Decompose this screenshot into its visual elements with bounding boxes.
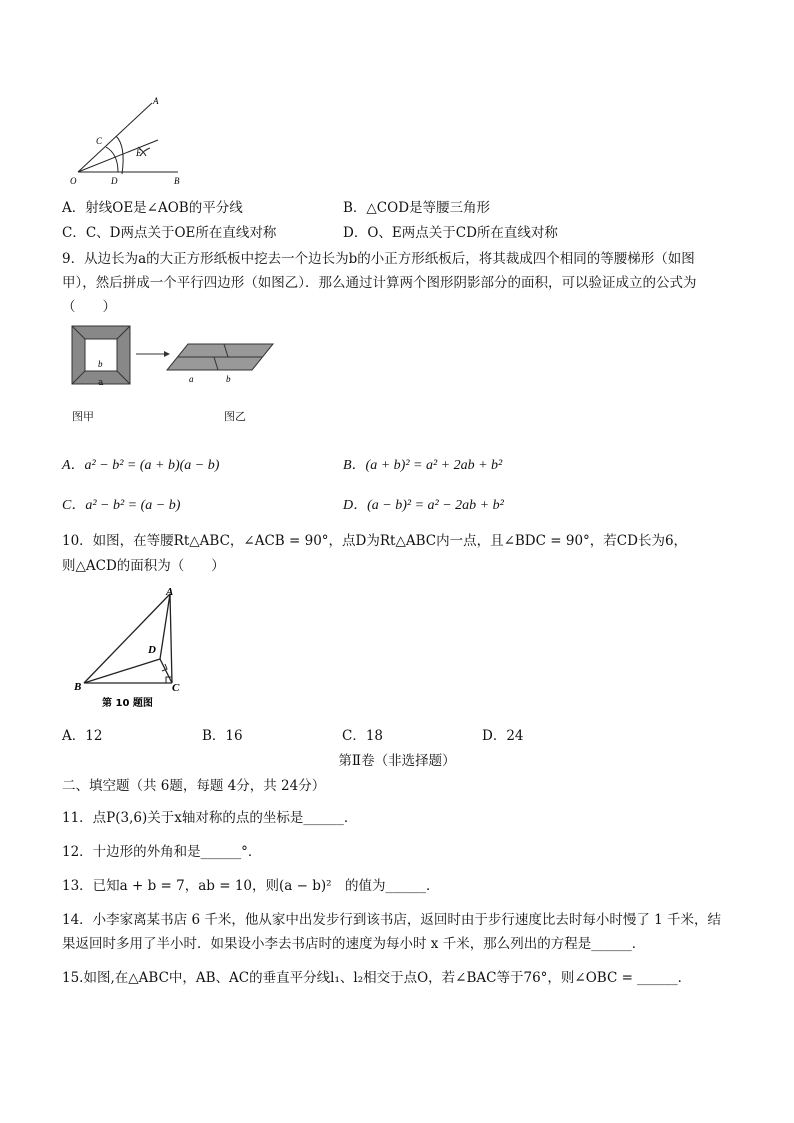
q14-line2: 果返回时多用了半小时．如果设小李去书店时的速度为每小时 x 千米，那么列出的方程是______． [62,936,646,952]
fill-in-header: 二、填空题（共 6题，每题 4分，共 24分） [62,778,326,794]
fig-label-a-par: a [189,374,194,384]
q15: 15.如图,在△ABC中，AB、AC的垂直平分线l₁、l₂相交于点O，若∠BAC等于76°，则∠OBC = ______． [62,970,692,986]
angle-construction-figure [66,94,196,186]
label-B: B [174,176,180,186]
q10-option-a: A．12 [62,728,103,744]
q8-option-b: B．△COD是等腰三角形 [343,200,491,216]
fig-label-left: 图甲 [72,410,94,423]
q8-option-c: C．C、D两点关于OE所在直线对称 [62,225,277,241]
fig-label-b-square: b [98,359,103,369]
q9-option-b: B．(a + b)² = a² + 2ab + b² [343,458,503,473]
figure-caption: 第 10 题图 [102,698,153,709]
q9-stem-line1: 9．从边长为a的大正方形纸板中挖去一个边长为b的小正方形纸板后，将其裁成四个相同的等腰梯形（如图 [62,251,695,267]
label-A: A [153,96,159,106]
q10-option-d: D．24 [482,728,524,744]
q8-option-a: A．射线OE是∠AOB的平分线 [62,200,243,216]
q9-stem-line2: 甲），然后拼成一个平行四边形（如图乙）．那么通过计算两个图形阴影部分的面积，可以验证成立的公式为 [62,275,697,291]
label-C: C [96,136,103,146]
label-D: D [148,644,156,656]
q14-line1: 14．小李家离某书店 6 千米，他从家中出发步行到该书店，返回时由于步行速度比去时每小时慢了 1 千米，结 [62,912,722,928]
q10-stem-line1: 10．如图，在等腰Rt△ABC，∠ACB = 90°，点D为Rt△ABC内一点，且∠BDC = 90°，若CD长为6， [62,533,688,549]
q9-option-a: A．a² − b² = (a + b)(a − b) [62,458,220,473]
fig-label-b-par: b [226,374,231,384]
label-A: A [166,586,174,598]
label-D: D [111,176,118,186]
q10-option-c: C．18 [342,728,384,744]
q11: 11．点P(3,6)关于x轴对称的点的坐标是______． [62,810,358,826]
q10-stem-line2: 则△ACD的面积为（ ） [62,558,225,574]
q9-option-d: D．(a − b)² = a² − 2ab + b² [343,498,504,513]
label-B: B [74,681,82,693]
label-C: C [172,682,180,694]
label-E: E [136,148,142,158]
fig-label-right: 图乙 [224,410,246,423]
triangle-figure [66,582,192,712]
q13: 13．已知a + b = 7，ab = 10，则(a − b)² 的值为______． [62,878,440,894]
label-O: O [70,176,77,186]
q10-option-b: B．16 [202,728,243,744]
q9-option-c: C．a² − b² = (a − b) [62,498,181,513]
q9-stem-line3: （ ） [62,299,116,315]
fig-label-a-square: a [98,378,104,388]
section-title: 第Ⅱ卷（非选择题） [338,753,456,769]
q12: 12．十边形的外角和是______°． [62,844,262,860]
q8-option-d: D．O、E两点关于CD所在直线对称 [343,225,558,241]
